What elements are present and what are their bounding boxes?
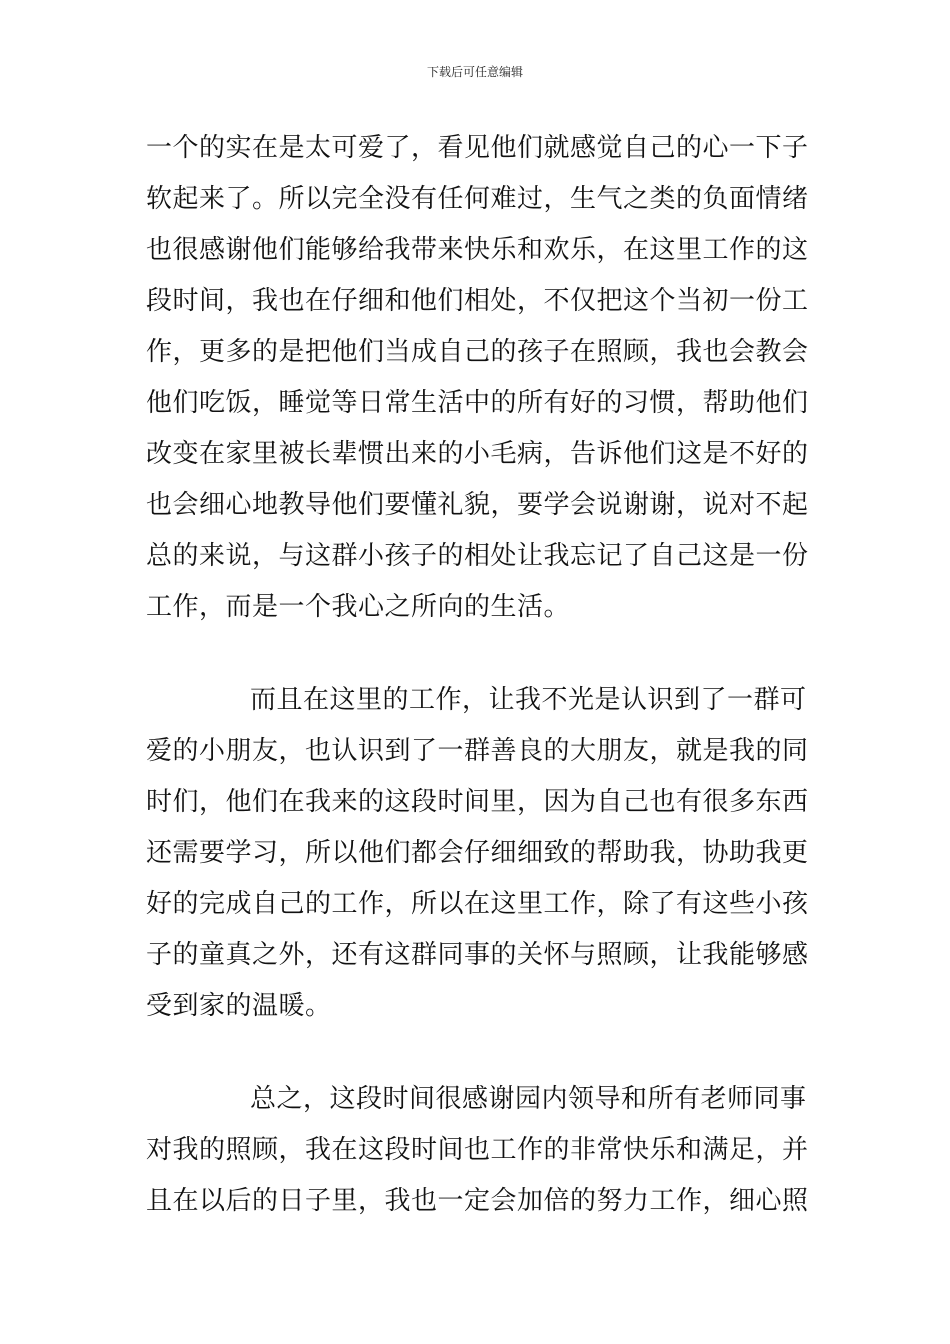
paragraph-1-line-10: 工作，而是一个我心之所向的生活。 bbox=[146, 592, 571, 622]
paragraph-3-line-2: 对我的照顾，我在这段时间也工作的非常快乐和满足，并 bbox=[146, 1135, 809, 1165]
paragraph-2-line-4: 还需要学习，所以他们都会仔细细致的帮助我，协助我更 bbox=[146, 838, 809, 868]
paragraph-1-line-8: 也会细心地教导他们要懂礼貌，要学会说谢谢，说对不起 bbox=[146, 490, 809, 520]
paragraph-3-line-3: 且在以后的日子里，我也一定会加倍的努力工作，细心照 bbox=[146, 1186, 809, 1216]
paragraph-1-line-4: 段时间，我也在仔细和他们相处，不仅把这个当初一份工 bbox=[146, 286, 809, 316]
paragraph-1-line-5: 作，更多的是把他们当成自己的孩子在照顾，我也会教会 bbox=[146, 337, 809, 367]
paragraph-1-line-3: 也很感谢他们能够给我带来快乐和欢乐，在这里工作的这 bbox=[146, 235, 809, 265]
paragraph-1-line-9: 总的来说，与这群小孩子的相处让我忘记了自己这是一份 bbox=[146, 541, 809, 571]
paragraph-2-line-1: 而且在这里的工作，让我不光是认识到了一群可 bbox=[250, 685, 807, 715]
paragraph-1-line-2: 软起来了。所以完全没有任何难过，生气之类的负面情绪 bbox=[146, 184, 809, 214]
paragraph-2-line-2: 爱的小朋友，也认识到了一群善良的大朋友，就是我的同 bbox=[146, 736, 809, 766]
paragraph-2-line-5: 好的完成自己的工作，所以在这里工作，除了有这些小孩 bbox=[146, 889, 809, 919]
paragraph-2-line-6: 子的童真之外，还有这群同事的关怀与照顾，让我能够感 bbox=[146, 940, 809, 970]
paragraph-1-line-1: 一个的实在是太可爱了，看见他们就感觉自己的心一下子 bbox=[146, 133, 809, 163]
paragraph-3-line-1: 总之，这段时间很感谢园内领导和所有老师同事 bbox=[250, 1084, 807, 1114]
paragraph-2-line-7: 受到家的温暖。 bbox=[146, 991, 332, 1021]
paragraph-1-line-7: 改变在家里被长辈惯出来的小毛病，告诉他们这是不好的 bbox=[146, 439, 809, 469]
paragraph-1-line-6: 他们吃饭，睡觉等日常生活中的所有好的习惯，帮助他们 bbox=[146, 388, 809, 418]
page-header: 下载后可任意编辑 bbox=[426, 65, 523, 79]
paragraph-2-line-3: 时们，他们在我来的这段时间里，因为自己也有很多东西 bbox=[146, 787, 809, 817]
